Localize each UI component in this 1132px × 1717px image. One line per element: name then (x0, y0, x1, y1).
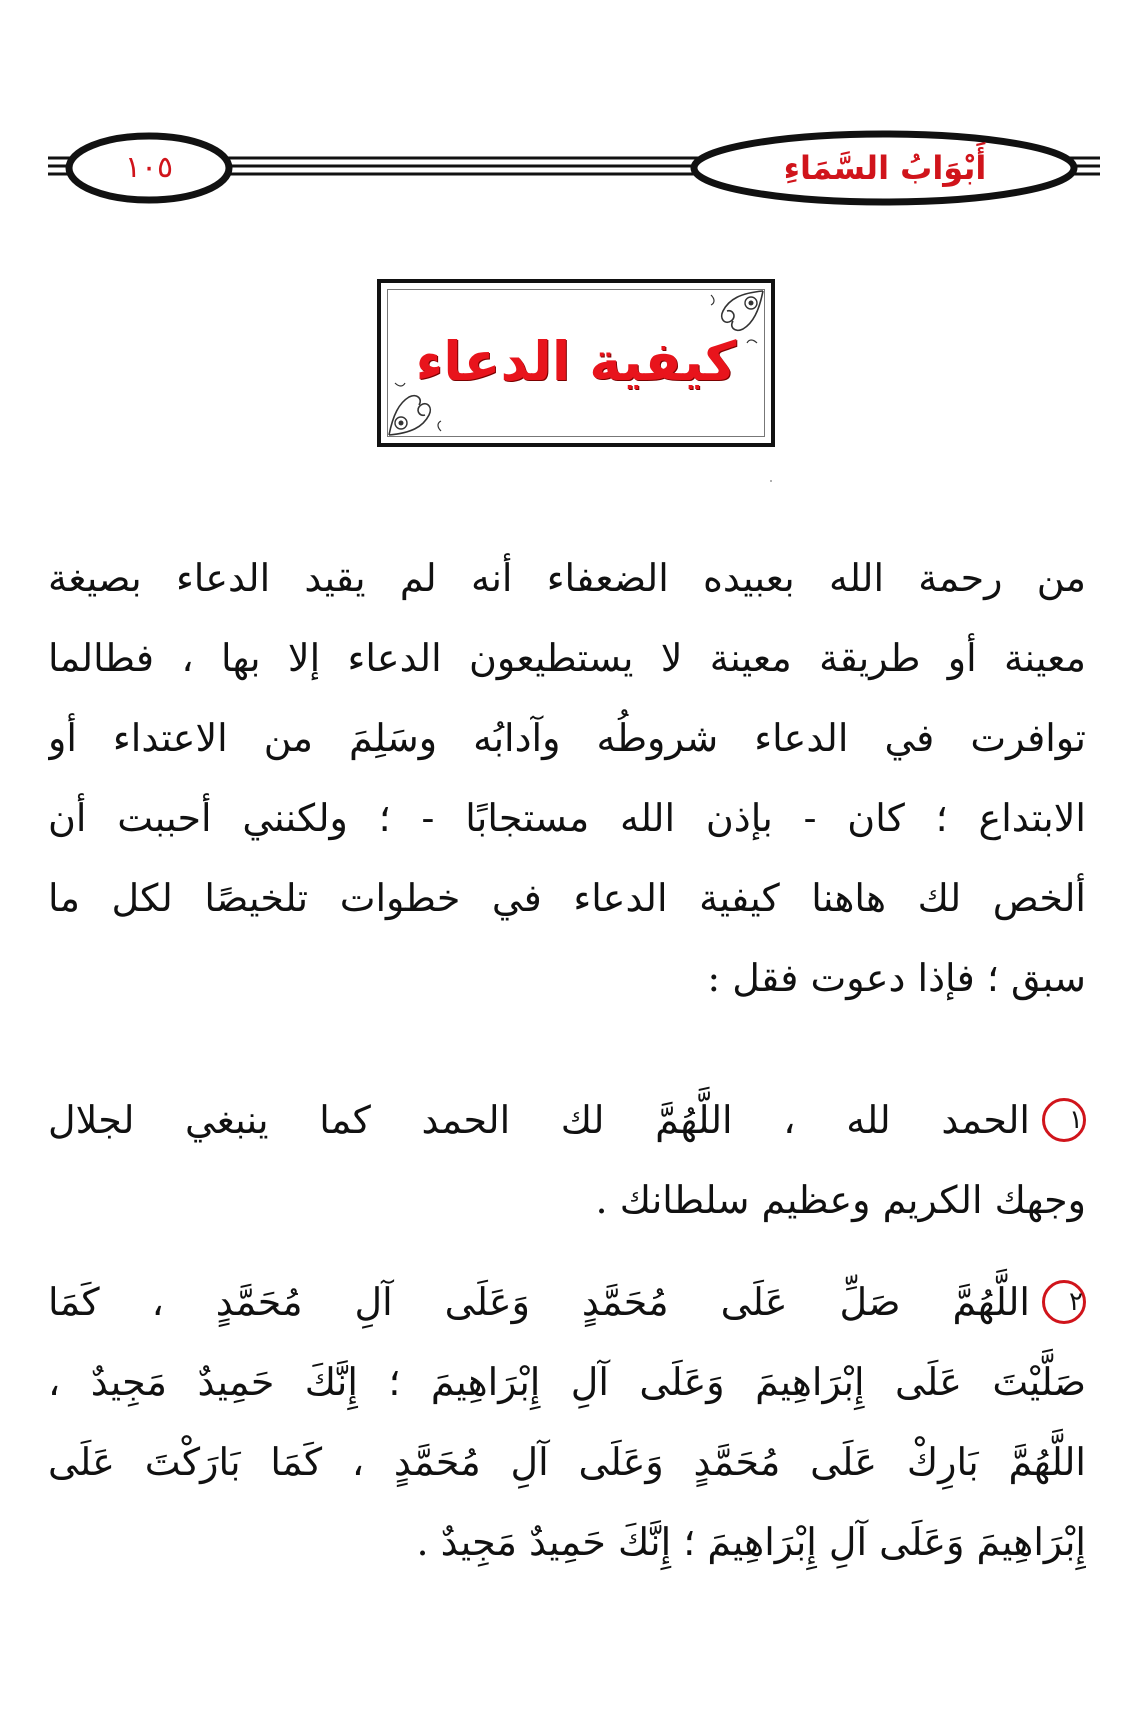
paragraph-line: توافرت في الدعاء شروطُه وآدابُه وسَلِمَ من الاعتداء أو (48, 716, 1086, 760)
chapter-title-frame (377, 279, 775, 447)
item-text: اللَّهُمَّ صَلِّ عَلَى مُحَمَّدٍ وَعَلَى آلِ مُحَمَّدٍ ، كَمَا (48, 1280, 1030, 1324)
item-line (48, 1262, 1086, 1342)
paragraph-line: من رحمة الله بعبيده الضعفاء أنه لم يقيد الدعاء بصيغة (48, 556, 1086, 600)
chapter-title: كيفية الدعاء (415, 330, 737, 393)
item-line: صَلَّيْتَ عَلَى إِبْرَاهِيمَ وَعَلَى آلِ إِبْرَاهِيمَ ؛ إِنَّكَ حَمِيدٌ مَجِيدٌ ، (48, 1360, 1086, 1404)
page-number: ١٠٥ (124, 150, 174, 185)
item-number-badge: ١ (1042, 1098, 1086, 1142)
page-header (0, 128, 1132, 208)
item-line: وجهك الكريم وعظيم سلطانك . (595, 1178, 1086, 1222)
item-line: إِبْرَاهِيمَ وَعَلَى آلِ إِبْرَاهِيمَ ؛ إِنَّكَ حَمِيدٌ مَجِيدٌ . (416, 1520, 1086, 1564)
item-line (48, 1080, 1086, 1160)
paragraph-line: سبق ؛ فإذا دعوت فقل : (707, 956, 1086, 1000)
item-number-badge: ٢ (1042, 1280, 1086, 1324)
paragraph-line: معينة أو طريقة معينة لا يستطيعون الدعاء إلا بها ، فطالما (48, 636, 1086, 680)
numbered-item-2 (48, 1262, 1086, 1582)
book-title: أَبْوَابُ السَّمَاءِ (783, 149, 987, 187)
intro-paragraph (48, 538, 1086, 1018)
scan-speck (770, 480, 772, 482)
paragraph-line: الابتداع ؛ كان - بإذن الله مستجابًا - ؛ ولكنني أحببت أن (48, 796, 1086, 840)
numbered-item-1 (48, 1080, 1086, 1240)
paragraph-line: ألخص لك هاهنا كيفية الدعاء في خطوات تلخيصًا لكل ما (48, 876, 1086, 920)
item-text: الحمد لله ، اللَّهُمَّ لك الحمد كما ينبغي لجلال (48, 1098, 1030, 1142)
item-line: اللَّهُمَّ بَارِكْ عَلَى مُحَمَّدٍ وَعَلَى آلِ مُحَمَّدٍ ، كَمَا بَارَكْتَ عَلَى (48, 1440, 1086, 1484)
